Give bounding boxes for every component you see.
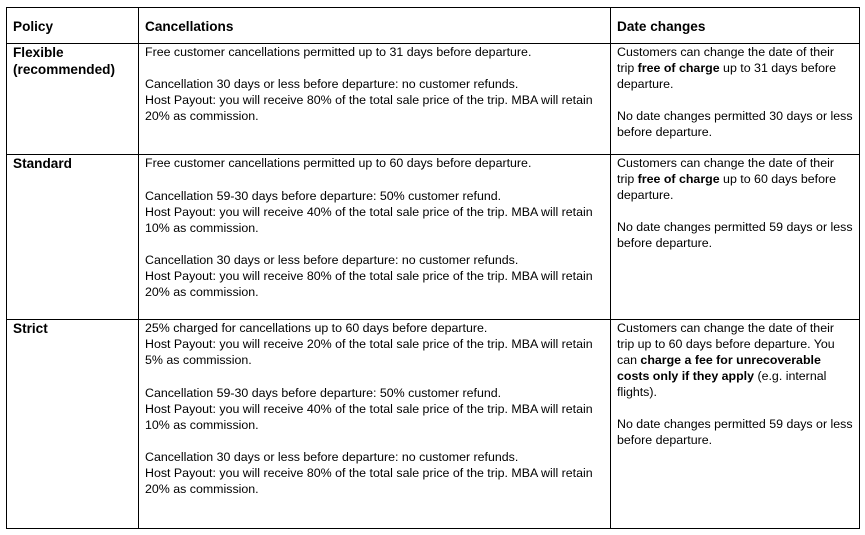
date-changes-cell	[611, 320, 860, 529]
date-change-text: Customers can change the date of their trip up to 60 days before departure. You can charge a fee for unrecoverable costs only if they apply (e.g. internal flights).	[617, 321, 835, 399]
table-row-flexible	[7, 44, 860, 155]
table-row-strict	[7, 320, 860, 529]
header-policy: Policy	[7, 8, 139, 44]
host-payout-text: Host Payout: you will receive 40% of the total sale price of the trip. MBA will retain 10% as commission.	[145, 205, 593, 235]
cancellation-text: Cancellation 59-30 days before departure: 50% customer refund.	[145, 189, 502, 203]
host-payout-text: Host Payout: you will receive 40% of the total sale price of the trip. MBA will retain 10% as commission.	[145, 402, 593, 432]
host-payout-text: Host Payout: you will receive 20% of the total sale price of the trip. MBA will retain 5% as commission.	[145, 337, 593, 367]
cancellation-text: 25% charged for cancellations up to 60 days before departure.	[145, 321, 488, 335]
cancellation-policy-table	[6, 7, 860, 529]
policy-name: Standard	[7, 155, 139, 320]
cancellation-text: Cancellation 30 days or less before departure: no customer refunds.	[145, 77, 519, 91]
table-header-row	[7, 8, 860, 44]
host-payout-text: Host Payout: you will receive 80% of the total sale price of the trip. MBA will retain 20% as commission.	[145, 466, 593, 496]
cancellation-text: Cancellation 30 days or less before departure: no customer refunds.	[145, 253, 519, 267]
cancellations-cell	[139, 320, 611, 529]
host-payout-text: Host Payout: you will receive 80% of the total sale price of the trip. MBA will retain 20% as commission.	[145, 93, 593, 123]
date-changes-cell	[611, 44, 860, 155]
header-cancellations: Cancellations	[139, 8, 611, 44]
cancellations-cell	[139, 155, 611, 320]
cancellations-cell	[139, 44, 611, 155]
cancellation-text: Free customer cancellations permitted up to 60 days before departure.	[145, 156, 532, 170]
header-date-changes: Date changes	[611, 8, 860, 44]
cancellation-text: Cancellation 59-30 days before departure: 50% customer refund.	[145, 386, 502, 400]
table-row-standard	[7, 155, 860, 320]
date-changes-cell	[611, 155, 860, 320]
host-payout-text: Host Payout: you will receive 80% of the total sale price of the trip. MBA will retain 20% as commission.	[145, 269, 593, 299]
policy-name: Strict	[7, 320, 139, 529]
date-change-text: Customers can change the date of their trip free of charge up to 31 days before departure.	[617, 45, 837, 91]
date-change-text: No date changes permitted 59 days or less before departure.	[617, 417, 853, 447]
policy-name: Flexible (recommended)	[7, 44, 139, 155]
date-change-text: No date changes permitted 30 days or less before departure.	[617, 109, 853, 139]
cancellation-text: Free customer cancellations permitted up to 31 days before departure.	[145, 45, 532, 59]
cancellation-text: Cancellation 30 days or less before departure: no customer refunds.	[145, 450, 519, 464]
date-change-text: No date changes permitted 59 days or less before departure.	[617, 220, 853, 250]
date-change-text: Customers can change the date of their trip free of charge up to 60 days before departure.	[617, 156, 837, 202]
